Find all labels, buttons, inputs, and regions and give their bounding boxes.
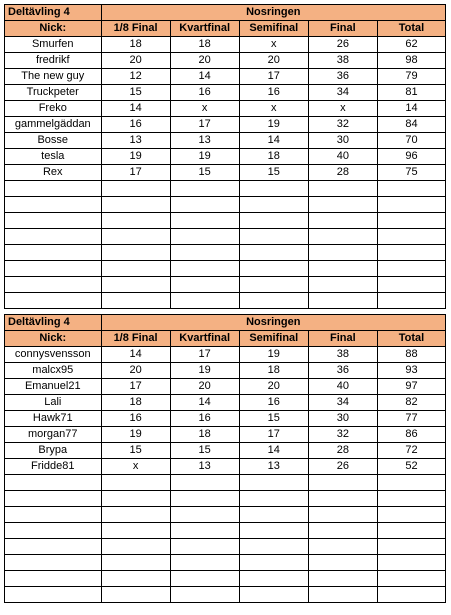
score-cell: 88 bbox=[377, 347, 445, 363]
score-cell: 18 bbox=[170, 427, 239, 443]
column-header: Semifinal bbox=[239, 21, 308, 37]
score-cell: 72 bbox=[377, 443, 445, 459]
score-table-1 bbox=[4, 4, 446, 309]
score-cell: 38 bbox=[308, 53, 377, 69]
column-header: Final bbox=[308, 21, 377, 37]
nick-cell: Hawk71 bbox=[5, 411, 102, 427]
empty-cell bbox=[239, 197, 308, 213]
empty-cell bbox=[101, 539, 170, 555]
column-header: Final bbox=[308, 331, 377, 347]
score-cell: 17 bbox=[101, 379, 170, 395]
empty-cell bbox=[5, 181, 102, 197]
table-row bbox=[5, 53, 446, 69]
empty-cell bbox=[308, 555, 377, 571]
empty-cell bbox=[101, 229, 170, 245]
score-cell: 30 bbox=[308, 133, 377, 149]
empty-cell bbox=[239, 261, 308, 277]
empty-cell bbox=[5, 571, 102, 587]
table-row bbox=[5, 149, 446, 165]
empty-cell bbox=[377, 261, 445, 277]
empty-cell bbox=[5, 261, 102, 277]
empty-cell bbox=[5, 197, 102, 213]
empty-cell bbox=[5, 213, 102, 229]
empty-cell bbox=[308, 213, 377, 229]
empty-cell bbox=[170, 245, 239, 261]
empty-cell bbox=[377, 555, 445, 571]
score-cell: 32 bbox=[308, 117, 377, 133]
score-cell: 40 bbox=[308, 149, 377, 165]
empty-cell bbox=[377, 197, 445, 213]
score-cell: 70 bbox=[377, 133, 445, 149]
score-cell: 13 bbox=[239, 459, 308, 475]
empty-cell bbox=[239, 523, 308, 539]
title-row bbox=[5, 5, 446, 21]
score-cell: 36 bbox=[308, 69, 377, 85]
score-cell: 17 bbox=[101, 165, 170, 181]
empty-cell bbox=[5, 523, 102, 539]
nick-cell: fredrikf bbox=[5, 53, 102, 69]
nick-cell: gammelgäddan bbox=[5, 117, 102, 133]
table-row bbox=[5, 85, 446, 101]
table-row bbox=[5, 379, 446, 395]
score-cell: 86 bbox=[377, 427, 445, 443]
score-cell: 77 bbox=[377, 411, 445, 427]
score-cell: 26 bbox=[308, 37, 377, 53]
score-cell: 17 bbox=[170, 347, 239, 363]
nick-cell: Bosse bbox=[5, 133, 102, 149]
empty-row bbox=[5, 523, 446, 539]
empty-cell bbox=[377, 491, 445, 507]
table-row bbox=[5, 117, 446, 133]
empty-row bbox=[5, 539, 446, 555]
score-cell: 14 bbox=[170, 69, 239, 85]
empty-cell bbox=[308, 475, 377, 491]
score-cell: 14 bbox=[239, 443, 308, 459]
empty-row bbox=[5, 197, 446, 213]
empty-cell bbox=[101, 475, 170, 491]
empty-cell bbox=[239, 491, 308, 507]
empty-cell bbox=[101, 587, 170, 603]
empty-cell bbox=[170, 571, 239, 587]
score-cell: 81 bbox=[377, 85, 445, 101]
score-cell: 96 bbox=[377, 149, 445, 165]
nick-cell: Smurfen bbox=[5, 37, 102, 53]
score-cell: 14 bbox=[170, 395, 239, 411]
empty-cell bbox=[308, 587, 377, 603]
empty-cell bbox=[377, 587, 445, 603]
score-cell: 20 bbox=[239, 379, 308, 395]
score-cell: 16 bbox=[170, 411, 239, 427]
score-cell: 36 bbox=[308, 363, 377, 379]
empty-cell bbox=[170, 261, 239, 277]
score-cell: 13 bbox=[170, 459, 239, 475]
score-cell: 82 bbox=[377, 395, 445, 411]
group-name: Nosringen bbox=[101, 315, 445, 331]
score-cell: 15 bbox=[239, 165, 308, 181]
header-row bbox=[5, 331, 446, 347]
table-row bbox=[5, 443, 446, 459]
empty-cell bbox=[377, 523, 445, 539]
empty-cell bbox=[308, 507, 377, 523]
column-header: Total bbox=[377, 331, 445, 347]
nick-cell: tesla bbox=[5, 149, 102, 165]
empty-cell bbox=[239, 245, 308, 261]
empty-cell bbox=[239, 181, 308, 197]
empty-row bbox=[5, 213, 446, 229]
empty-cell bbox=[5, 293, 102, 309]
empty-cell bbox=[377, 181, 445, 197]
empty-cell bbox=[170, 491, 239, 507]
empty-cell bbox=[308, 293, 377, 309]
table-title: Deltävling 4 bbox=[5, 5, 102, 21]
nick-cell: connysvensson bbox=[5, 347, 102, 363]
empty-cell bbox=[239, 555, 308, 571]
empty-row bbox=[5, 181, 446, 197]
empty-cell bbox=[5, 229, 102, 245]
empty-cell bbox=[239, 293, 308, 309]
empty-cell bbox=[5, 587, 102, 603]
empty-cell bbox=[101, 491, 170, 507]
score-cell: 15 bbox=[239, 411, 308, 427]
score-cell: 79 bbox=[377, 69, 445, 85]
empty-cell bbox=[101, 261, 170, 277]
empty-cell bbox=[170, 475, 239, 491]
empty-row bbox=[5, 507, 446, 523]
empty-cell bbox=[377, 277, 445, 293]
empty-cell bbox=[377, 229, 445, 245]
empty-row bbox=[5, 277, 446, 293]
score-cell: 13 bbox=[101, 133, 170, 149]
score-cell: 18 bbox=[101, 395, 170, 411]
empty-cell bbox=[239, 587, 308, 603]
column-header: Total bbox=[377, 21, 445, 37]
table-title: Deltävling 4 bbox=[5, 315, 102, 331]
empty-cell bbox=[308, 229, 377, 245]
table-row bbox=[5, 133, 446, 149]
score-cell: 16 bbox=[101, 117, 170, 133]
empty-row bbox=[5, 293, 446, 309]
score-cell: 18 bbox=[170, 37, 239, 53]
table-row bbox=[5, 165, 446, 181]
score-cell: 20 bbox=[239, 53, 308, 69]
header-row bbox=[5, 21, 446, 37]
score-cell: 17 bbox=[170, 117, 239, 133]
empty-cell bbox=[308, 491, 377, 507]
score-cell: 19 bbox=[170, 363, 239, 379]
empty-cell bbox=[170, 507, 239, 523]
empty-cell bbox=[377, 475, 445, 491]
score-cell: 19 bbox=[239, 347, 308, 363]
empty-cell bbox=[170, 539, 239, 555]
empty-row bbox=[5, 555, 446, 571]
nick-cell: Truckpeter bbox=[5, 85, 102, 101]
score-cell: 38 bbox=[308, 347, 377, 363]
empty-cell bbox=[377, 539, 445, 555]
nick-cell: morgan77 bbox=[5, 427, 102, 443]
empty-cell bbox=[5, 539, 102, 555]
table-row bbox=[5, 69, 446, 85]
score-cell: 15 bbox=[101, 85, 170, 101]
empty-cell bbox=[308, 277, 377, 293]
empty-cell bbox=[101, 213, 170, 229]
score-table-2 bbox=[4, 314, 446, 603]
score-cell: 19 bbox=[239, 117, 308, 133]
nick-cell: Brypa bbox=[5, 443, 102, 459]
empty-cell bbox=[101, 277, 170, 293]
empty-cell bbox=[377, 213, 445, 229]
empty-cell bbox=[170, 293, 239, 309]
empty-cell bbox=[239, 475, 308, 491]
nick-cell: Freko bbox=[5, 101, 102, 117]
empty-cell bbox=[239, 229, 308, 245]
empty-cell bbox=[5, 555, 102, 571]
score-cell: 16 bbox=[239, 395, 308, 411]
score-cell: 62 bbox=[377, 37, 445, 53]
empty-cell bbox=[5, 245, 102, 261]
empty-cell bbox=[170, 277, 239, 293]
score-cell: 17 bbox=[239, 69, 308, 85]
group-name: Nosringen bbox=[101, 5, 445, 21]
score-cell: 14 bbox=[101, 101, 170, 117]
empty-cell bbox=[101, 197, 170, 213]
nick-cell: malcx95 bbox=[5, 363, 102, 379]
score-cell: 17 bbox=[239, 427, 308, 443]
score-cell: 32 bbox=[308, 427, 377, 443]
table-row bbox=[5, 395, 446, 411]
score-cell: x bbox=[308, 101, 377, 117]
score-cell: 20 bbox=[101, 363, 170, 379]
score-cell: 12 bbox=[101, 69, 170, 85]
empty-cell bbox=[239, 539, 308, 555]
score-cell: x bbox=[101, 459, 170, 475]
empty-cell bbox=[170, 213, 239, 229]
score-cell: 28 bbox=[308, 165, 377, 181]
table-row bbox=[5, 101, 446, 117]
empty-cell bbox=[308, 539, 377, 555]
empty-row bbox=[5, 229, 446, 245]
empty-row bbox=[5, 587, 446, 603]
score-cell: 34 bbox=[308, 395, 377, 411]
column-header: 1/8 Final bbox=[101, 21, 170, 37]
spreadsheet bbox=[4, 4, 446, 603]
score-cell: 52 bbox=[377, 459, 445, 475]
score-cell: 19 bbox=[101, 427, 170, 443]
empty-cell bbox=[239, 507, 308, 523]
empty-cell bbox=[308, 245, 377, 261]
score-cell: 18 bbox=[239, 363, 308, 379]
table-row bbox=[5, 37, 446, 53]
nick-cell: The new guy bbox=[5, 69, 102, 85]
score-cell: 15 bbox=[170, 443, 239, 459]
score-cell: 19 bbox=[170, 149, 239, 165]
empty-cell bbox=[308, 261, 377, 277]
table-row bbox=[5, 427, 446, 443]
column-header: Semifinal bbox=[239, 331, 308, 347]
table-row bbox=[5, 459, 446, 475]
table-row bbox=[5, 411, 446, 427]
score-cell: 16 bbox=[170, 85, 239, 101]
empty-cell bbox=[239, 213, 308, 229]
table-row bbox=[5, 363, 446, 379]
empty-cell bbox=[377, 293, 445, 309]
score-cell: 30 bbox=[308, 411, 377, 427]
score-cell: 14 bbox=[377, 101, 445, 117]
empty-cell bbox=[170, 555, 239, 571]
score-cell: 84 bbox=[377, 117, 445, 133]
score-cell: 97 bbox=[377, 379, 445, 395]
empty-cell bbox=[308, 197, 377, 213]
nick-cell: Emanuel21 bbox=[5, 379, 102, 395]
empty-cell bbox=[101, 507, 170, 523]
score-cell: 16 bbox=[239, 85, 308, 101]
empty-cell bbox=[377, 245, 445, 261]
empty-cell bbox=[170, 523, 239, 539]
table-row bbox=[5, 347, 446, 363]
score-cell: 20 bbox=[101, 53, 170, 69]
empty-cell bbox=[308, 181, 377, 197]
score-cell: 28 bbox=[308, 443, 377, 459]
score-cell: 14 bbox=[101, 347, 170, 363]
empty-cell bbox=[5, 277, 102, 293]
score-cell: 34 bbox=[308, 85, 377, 101]
empty-cell bbox=[170, 587, 239, 603]
score-cell: 15 bbox=[170, 165, 239, 181]
score-cell: 40 bbox=[308, 379, 377, 395]
empty-row bbox=[5, 261, 446, 277]
empty-cell bbox=[101, 555, 170, 571]
empty-cell bbox=[101, 523, 170, 539]
score-cell: x bbox=[239, 37, 308, 53]
nick-cell: Lali bbox=[5, 395, 102, 411]
column-header: 1/8 Final bbox=[101, 331, 170, 347]
column-header: Kvartfinal bbox=[170, 331, 239, 347]
score-cell: 14 bbox=[239, 133, 308, 149]
empty-cell bbox=[5, 507, 102, 523]
empty-cell bbox=[101, 181, 170, 197]
empty-row bbox=[5, 475, 446, 491]
score-cell: 19 bbox=[101, 149, 170, 165]
empty-cell bbox=[5, 475, 102, 491]
empty-row bbox=[5, 491, 446, 507]
empty-cell bbox=[170, 197, 239, 213]
score-cell: 18 bbox=[239, 149, 308, 165]
empty-cell bbox=[101, 293, 170, 309]
score-cell: 75 bbox=[377, 165, 445, 181]
empty-cell bbox=[377, 507, 445, 523]
empty-cell bbox=[170, 229, 239, 245]
empty-row bbox=[5, 571, 446, 587]
empty-row bbox=[5, 245, 446, 261]
empty-cell bbox=[308, 571, 377, 587]
empty-cell bbox=[101, 571, 170, 587]
column-header: Nick: bbox=[5, 331, 102, 347]
score-cell: 20 bbox=[170, 53, 239, 69]
empty-cell bbox=[239, 571, 308, 587]
empty-cell bbox=[5, 491, 102, 507]
score-cell: x bbox=[170, 101, 239, 117]
score-cell: 93 bbox=[377, 363, 445, 379]
score-cell: 16 bbox=[101, 411, 170, 427]
empty-cell bbox=[101, 245, 170, 261]
score-cell: 15 bbox=[101, 443, 170, 459]
empty-cell bbox=[239, 277, 308, 293]
empty-cell bbox=[170, 181, 239, 197]
title-row bbox=[5, 315, 446, 331]
nick-cell: Fridde81 bbox=[5, 459, 102, 475]
column-header: Nick: bbox=[5, 21, 102, 37]
score-cell: x bbox=[239, 101, 308, 117]
nick-cell: Rex bbox=[5, 165, 102, 181]
score-cell: 98 bbox=[377, 53, 445, 69]
column-header: Kvartfinal bbox=[170, 21, 239, 37]
score-cell: 26 bbox=[308, 459, 377, 475]
score-cell: 20 bbox=[170, 379, 239, 395]
score-cell: 18 bbox=[101, 37, 170, 53]
empty-cell bbox=[377, 571, 445, 587]
score-cell: 13 bbox=[170, 133, 239, 149]
empty-cell bbox=[308, 523, 377, 539]
